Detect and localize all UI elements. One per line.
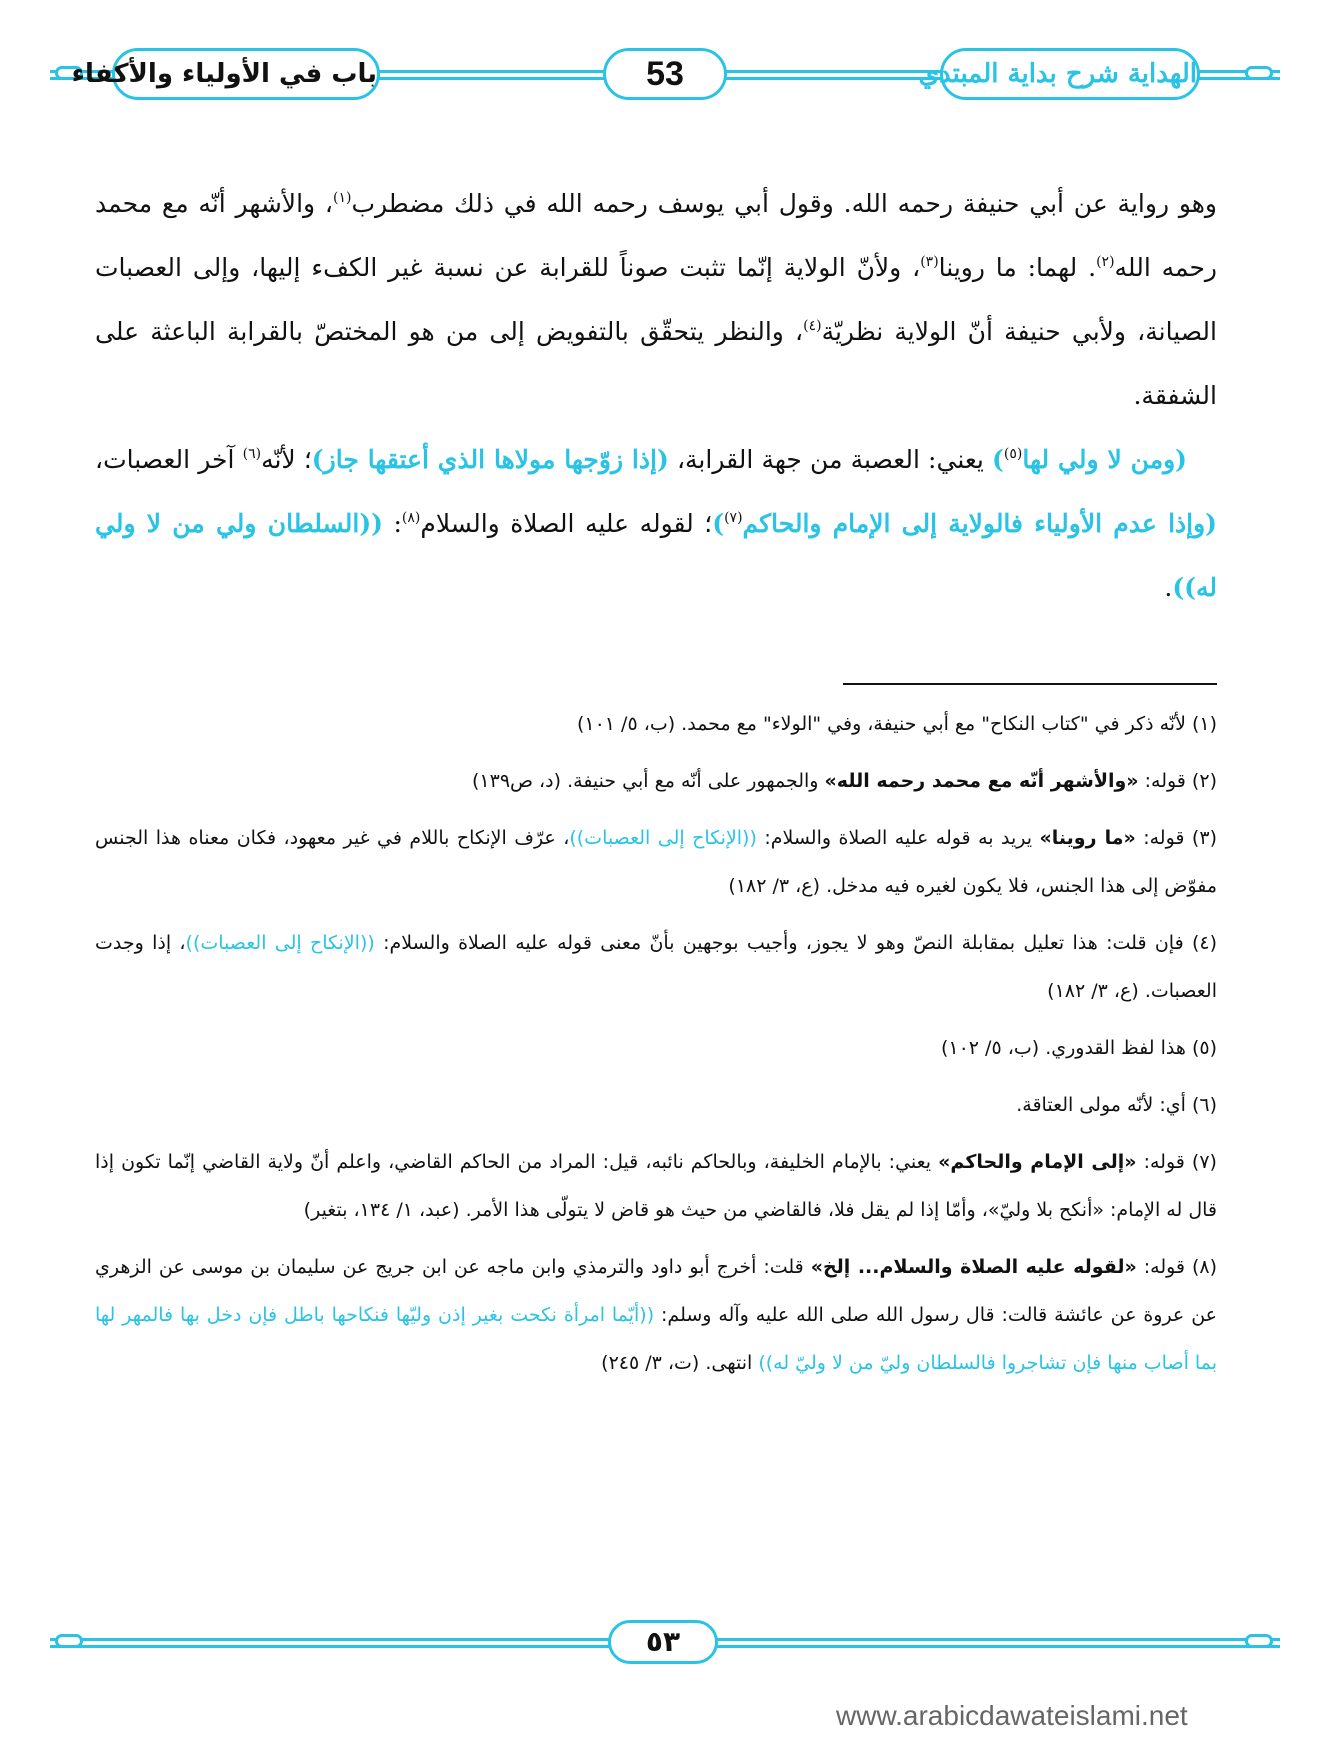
hadith-quote: ((السلطان ولي من لا ولي له)) [95,509,1217,602]
footnote-ref-2[interactable]: (٢) [1096,254,1115,270]
page-number: 53 [646,55,684,93]
page-number-frame [603,48,727,100]
paragraph-1: وهو رواية عن أبي حنيفة رحمه الله. وقول أبي يوسف رحمه الله في ذلك مضطرب$^{(١)}$، والأشهر أنّه مع محمد رحمه الله$^{(٢)}$. لهما: ما روينا$^{(٣)}$، ولأنّ الولاية إنّما تثبت صوناً للقرابة عن نسبة غير الكفء إليها، وإلى العصبات الصيانة، ولأبي حنيفة أنّ الولاية نظريّة$^{(٤)}$، والنظر يتحقّق بالتفويض إلى من هو المختصّ بالقرابة الباعثة على الشفقة. [95,189,1218,410]
footnote-ref-7[interactable]: (٧) [724,510,743,526]
main-text [95,172,1217,620]
footnote-ref-6[interactable]: (٦) [242,446,262,462]
footnote-ref-1[interactable]: (١) [332,190,352,206]
footnote-2: (٢) قوله: «والأشهر أنّه مع محمد رحمه الله» والجمهور على أنّه مع أبي حنيفة. (د، ص١٣٩) [471,770,1217,792]
website-url[interactable]: www.arabicdawateislami.net [836,1700,1188,1731]
footnote-6: (٦) أي: لأنّه مولى العتاقة. [1016,1094,1217,1116]
footer-ornament-left [55,1634,83,1648]
footnote-7: (٧) قوله: «إلى الإمام والحاكم» يعني: بالإمام الخليفة، وبالحاكم نائبه، قيل: المراد من الحاكم القاضي، واعلم أنّ ولاية القاضي إنّما تكون إذا قال له الإمام: «أنكح بلا وليّ»، وأمّا إذا لم يقل فلا، فالقاضي من حيث هو قاض لا يتولّى هذا الأمر. (عبد، ١/ ١٣٤، بتغير) [95,1151,1217,1221]
footnote-4: (٤) فإن قلت: هذا تعليل بمقابلة النصّ وهو لا يجوز، وأجيب بوجهين بأنّ معنى قوله عليه الصلاة والسلام: ((الإنكاح إلى العصبات))، إذا وجدت العصبات. (ع، ٣/ ١٨٢) [95,932,1218,1002]
chapter-title-frame [71,48,380,100]
chapter-title: باب في الأولياء والأكفاء [71,59,377,89]
matn-quote-2: (إذا زوّجها مولاها الذي أعتقها جاز) [311,445,669,474]
footnote-ref-5[interactable]: (٥) [1003,446,1023,462]
paragraph-2: (ومن لا ولي لها$^{(٥)}$) يعني: العصبة من جهة القرابة، (إذا زوّجها مولاها الذي أعتقها جاز)؛ لأنّه$^{(٦)}$ آخر العصبات، (وإذا عدم الأولياء فالولاية إلى الإمام والحاكم$^{(٧)}$)؛ لقوله عليه الصلاة والسلام$^{(٨)}$: ((السلطان ولي من لا ولي له)). [95,445,1217,602]
matn-quote-1: (ومن لا ولي لها [1022,445,1187,474]
matn-quote-3: (وإذا عدم الأولياء فالولاية إلى الإمام والحاكم [742,509,1217,538]
footnote-3: (٣) قوله: «ما روينا» يريد به قوله عليه الصلاة والسلام: ((الإنكاح إلى العصبات))، عرّف الإنكاح باللام في غير معهود، فكان معناه هذا الجنس مفوّض إلى هذا الجنس، فلا يكون لغيره فيه مدخل. (ع، ٣/ ١٨٢) [95,827,1217,897]
footnote-ref-3[interactable]: (٣) [920,254,939,270]
footnote-separator [843,683,1217,685]
footnote-ref-8[interactable]: (٨) [401,510,421,526]
footnote-5: (٥) هذا لفظ القدوري. (ب، ٥/ ١٠٢) [940,1037,1217,1059]
footer-page-number: ٥٣ [645,1625,681,1658]
footer-page-number-frame [608,1620,718,1664]
book-title: الهداية شرح بداية المبتدي [918,59,1197,89]
book-title-frame [918,48,1200,100]
footnotes [95,700,1217,1396]
footer-ornament-right [1245,1634,1273,1648]
footnote-ref-4[interactable]: (٤) [803,318,822,334]
header-ornament-right [1245,66,1273,80]
footnote-1: (١) لأنّه ذكر في "كتاب النكاح" مع أبي حنيفة، وفي "الولاء" مع محمد. (ب، ٥/ ١٠١) [576,713,1217,735]
footnote-8: (٨) قوله: «لقوله عليه الصلاة والسلام... إلخ» قلت: أخرج أبو داود والترمذي وابن ماجه عن ابن جريج عن سليمان بن موسى عن الزهري عن عروة عن عائشة قالت: قال رسول الله صلى الله عليه وآله وسلم: ((أيّما امرأة نكحت بغير إذن وليّها فنكاحها باطل فإن دخل بها فالمهر لها بما أصاب منها فإن تشاجروا فالسلطان وليّ من لا وليّ له)) انتهى. (ت، ٣/ ٢٤٥) [95,1256,1217,1374]
